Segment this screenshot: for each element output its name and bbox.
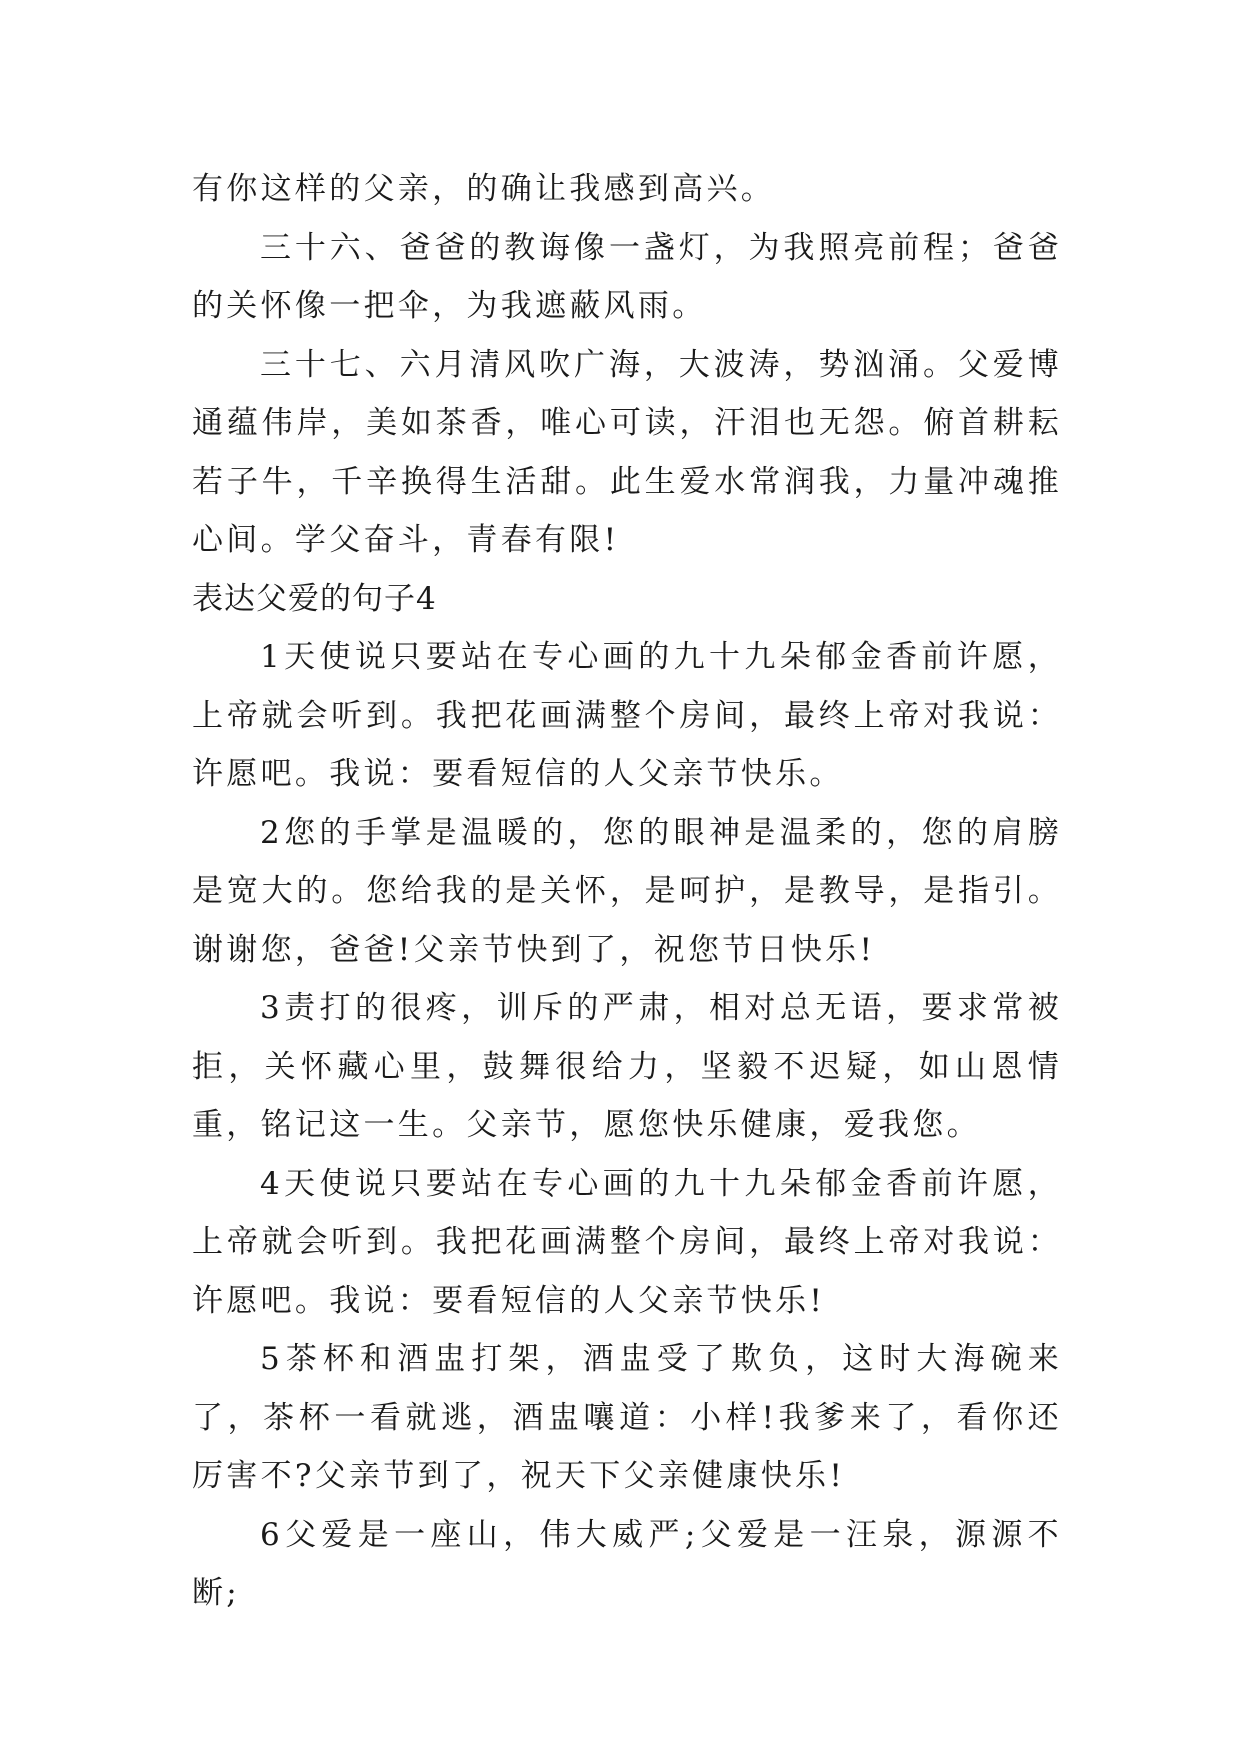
paragraph-item-2: 2您的手掌是温暖的，您的眼神是温柔的，您的肩膀是宽大的。您给我的是关怀，是呵护，是教导，是指引。谢谢您，爸爸!父亲节快到了，祝您节日快乐! [192,814,1062,968]
paragraph-item-1: 1天使说只要站在专心画的九十九朵郁金香前许愿，上帝就会听到。我把花画满整个房间，最终上帝对我说：许愿吧。我说：要看短信的人父亲节快乐。 [192,639,1062,792]
document-body [192,160,1062,1623]
paragraph-36: 三十六、爸爸的教诲像一盏灯，为我照亮前程；爸爸的关怀像一把伞，为我遮蔽风雨。 [192,229,1062,324]
lead-paragraph: 有你这样的父亲，的确让我感到高兴。 [192,171,776,207]
paragraph-item-4: 4天使说只要站在专心画的九十九朵郁金香前许愿，上帝就会听到。我把花画满整个房间，最终上帝对我说：许愿吧。我说：要看短信的人父亲节快乐! [192,1165,1062,1319]
paragraph-item-5: 5茶杯和酒盅打架，酒盅受了欺负，这时大海碗来了，茶杯一看就逃，酒盅嚷道：小样!我爹来了，看你还厉害不?父亲节到了，祝天下父亲健康快乐! [192,1341,1062,1494]
paragraph-item-6: 6父爱是一座山，伟大威严;父爱是一汪泉，源源不断; [192,1516,1062,1611]
section-heading: 表达父爱的句子4 [192,580,437,617]
paragraph-37: 三十七、六月清风吹广海，大波涛，势汹涌。父爱博通蕴伟岸，美如茶香，唯心可读，汗泪也无怨。俯首耕耘若子牛，千辛换得生活甜。此生爱水常润我，力量冲魂推心间。学父奋斗，青春有限! [192,346,1062,558]
paragraph-item-3: 3责打的很疼，训斥的严肃，相对总无语，要求常被拒，关怀藏心里，鼓舞很给力，坚毅不迟疑，如山恩情重，铭记这一生。父亲节，愿您快乐健康，爱我您。 [192,990,1062,1143]
